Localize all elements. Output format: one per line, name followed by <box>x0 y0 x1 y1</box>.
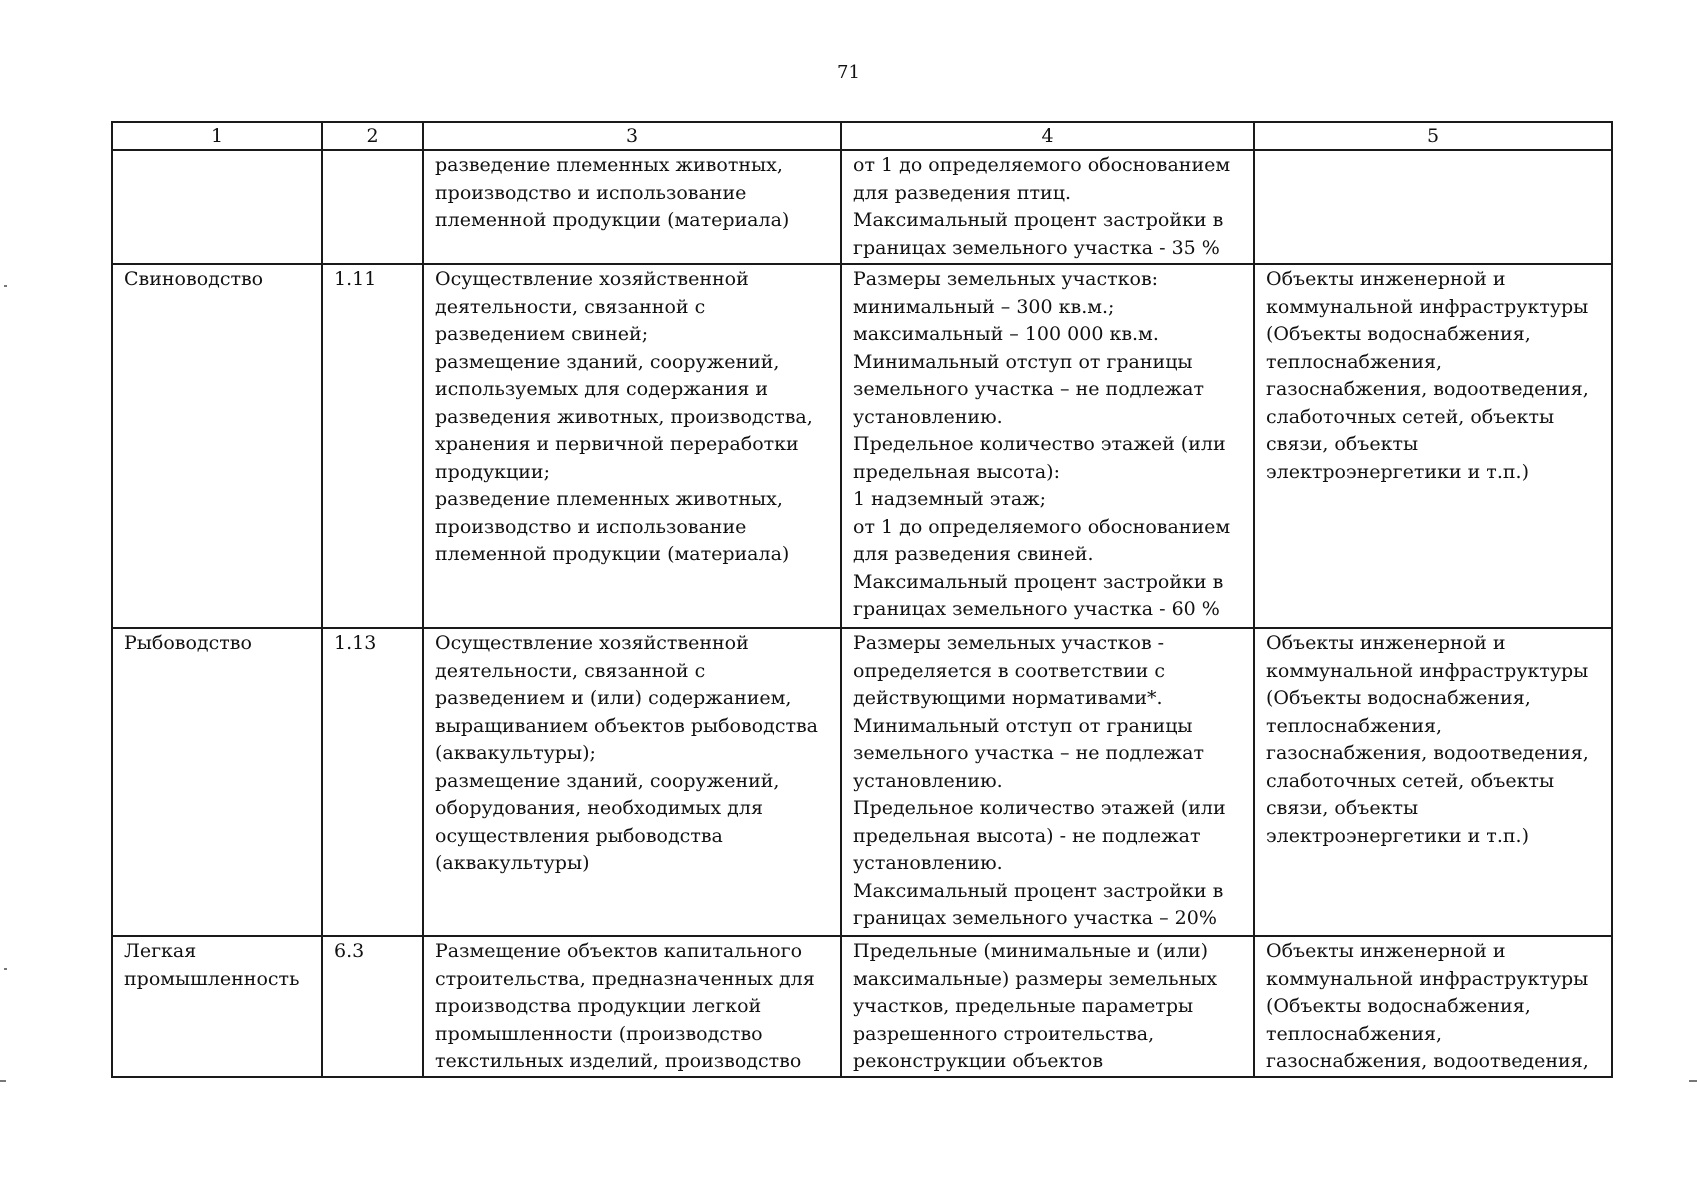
cell-code <box>322 628 423 936</box>
scan-mark <box>4 285 7 287</box>
table-row <box>112 936 1612 1077</box>
cell-line: Максимальный процент застройки в <box>853 209 1224 231</box>
cell-line: размещение зданий, сооружений, <box>435 350 780 373</box>
cell-line: продукции; <box>435 460 550 483</box>
cell-line: разведение племенных животных, <box>435 154 783 176</box>
cell-line: предельная высота) - не подлежат <box>853 824 1201 847</box>
cell-line: слаботочных сетей, объекты <box>1266 769 1555 792</box>
cell-line: Легкая <box>124 940 197 962</box>
cell-line: газоснабжения, водоотведения, <box>1266 742 1589 764</box>
cell-code <box>322 264 423 628</box>
cell-line: установлению. <box>853 852 1003 874</box>
cell-line: электроэнергетики и т.п.) <box>1266 824 1529 847</box>
cell-line: участков, предельные параметры <box>853 995 1194 1017</box>
cell-line: газоснабжения, водоотведения, <box>1266 1050 1589 1072</box>
cell-line: Минимальный отступ от границы <box>853 350 1193 373</box>
cell-parameters <box>841 150 1254 264</box>
cell-line: 1.13 <box>334 632 377 654</box>
cell-line: используемых для содержания и <box>435 378 769 400</box>
header-row <box>112 122 1612 150</box>
cell-line: племенной продукции (материала) <box>435 209 790 231</box>
column-header: 4 <box>841 122 1254 150</box>
cell-line: границах земельного участка - 60 % <box>853 598 1220 620</box>
cell-line: размещение зданий, сооружений, <box>435 769 780 792</box>
cell-code <box>322 150 423 264</box>
cell-line: 6.3 <box>334 940 365 962</box>
cell-line: установлению. <box>853 405 1003 428</box>
cell-line: теплоснабжения, <box>1266 350 1443 373</box>
cell-infrastructure <box>1254 150 1612 264</box>
cell-line: минимальный – 300 кв.м.; <box>853 295 1115 318</box>
cell-line: производство и использование <box>435 181 747 204</box>
cell-description <box>423 936 841 1077</box>
cell-line: выращиванием объектов рыбоводства <box>435 714 818 737</box>
cell-line: Размещение объектов капитального <box>435 940 803 962</box>
cell-line: промышленность <box>124 967 300 990</box>
cell-line: Размеры земельных участков: <box>853 268 1159 290</box>
column-header: 5 <box>1254 122 1612 150</box>
cell-line: (Объекты водоснабжения, <box>1266 995 1531 1017</box>
cell-line: Осуществление хозяйственной <box>435 268 749 290</box>
cell-line: теплоснабжения, <box>1266 1022 1443 1045</box>
cell-line: (аквакультуры); <box>435 742 596 764</box>
cell-line: деятельности, связанной с <box>435 659 706 682</box>
cell-infrastructure <box>1254 264 1612 628</box>
cell-line: связи, объекты <box>1266 433 1419 455</box>
cell-line: коммунальной инфраструктуры <box>1266 967 1589 990</box>
cell-description <box>423 264 841 628</box>
scan-mark <box>1689 1080 1697 1082</box>
table-header <box>112 122 1612 150</box>
column-header: 1 <box>112 122 322 150</box>
cell-line: установлению. <box>853 769 1003 792</box>
table-body <box>112 150 1612 1077</box>
scan-mark <box>0 1080 6 1082</box>
cell-parameters <box>841 264 1254 628</box>
cell-description <box>423 628 841 936</box>
cell-land-use-name <box>112 936 322 1077</box>
cell-line: промышленности (производство <box>435 1022 763 1045</box>
cell-line: Предельное количество этажей (или <box>853 797 1226 819</box>
cell-line: определяется в соответствии с <box>853 659 1166 682</box>
cell-line: (Объекты водоснабжения, <box>1266 323 1531 345</box>
cell-line: электроэнергетики и т.п.) <box>1266 460 1529 483</box>
cell-parameters <box>841 936 1254 1077</box>
cell-line: разведения животных, производства, <box>435 405 813 428</box>
table-row <box>112 150 1612 264</box>
cell-line: Свиноводство <box>124 268 264 290</box>
cell-line: Максимальный процент застройки в <box>853 570 1224 593</box>
cell-land-use-name <box>112 150 322 264</box>
cell-line: реконструкции объектов <box>853 1050 1104 1072</box>
cell-land-use-name <box>112 264 322 628</box>
column-header: 3 <box>423 122 841 150</box>
cell-line: газоснабжения, водоотведения, <box>1266 378 1589 400</box>
cell-land-use-name <box>112 628 322 936</box>
cell-line: для разведения свиней. <box>853 543 1094 565</box>
cell-line: максимальный – 100 000 кв.м. <box>853 323 1159 345</box>
cell-line: деятельности, связанной с <box>435 295 706 318</box>
cell-line: действующими нормативами*. <box>853 687 1163 709</box>
cell-line: коммунальной инфраструктуры <box>1266 295 1589 318</box>
cell-line: текстильных изделий, производство <box>435 1050 802 1072</box>
scan-mark <box>4 968 7 970</box>
cell-line: Осуществление хозяйственной <box>435 632 749 654</box>
cell-line: земельного участка – не подлежат <box>853 742 1204 764</box>
cell-line: для разведения птиц. <box>853 181 1071 204</box>
cell-line: Максимальный процент застройки в <box>853 879 1224 902</box>
cell-line: границах земельного участка - 35 % <box>853 236 1220 259</box>
table-row <box>112 628 1612 936</box>
cell-line: коммунальной инфраструктуры <box>1266 659 1589 682</box>
cell-infrastructure <box>1254 628 1612 936</box>
cell-description <box>423 150 841 264</box>
cell-line: Объекты инженерной и <box>1266 940 1506 962</box>
cell-line: Объекты инженерной и <box>1266 268 1506 290</box>
cell-line: Рыбоводство <box>124 632 252 654</box>
cell-line: производство и использование <box>435 515 747 538</box>
cell-line: разрешенного строительства, <box>853 1022 1155 1045</box>
cell-line: Минимальный отступ от границы <box>853 714 1193 737</box>
table-row <box>112 264 1612 628</box>
cell-code <box>322 936 423 1077</box>
cell-line: производства продукции легкой <box>435 995 762 1017</box>
cell-line: от 1 до определяемого обоснованием <box>853 515 1231 538</box>
page-number: 71 <box>837 62 860 83</box>
cell-line: слаботочных сетей, объекты <box>1266 405 1555 428</box>
cell-line: границах земельного участка – 20% <box>853 907 1217 929</box>
cell-line: 1.11 <box>334 268 377 290</box>
cell-parameters <box>841 628 1254 936</box>
cell-line: предельная высота): <box>853 460 1060 483</box>
cell-infrastructure <box>1254 936 1612 1077</box>
cell-line: Предельные (минимальные и (или) <box>853 940 1209 962</box>
cell-line: Объекты инженерной и <box>1266 632 1506 654</box>
cell-line: разведением и (или) содержанием, <box>435 687 792 709</box>
column-header: 2 <box>322 122 423 150</box>
cell-line: (Объекты водоснабжения, <box>1266 687 1531 709</box>
cell-line: разведением свиней; <box>435 323 649 345</box>
land-use-table <box>111 121 1613 1078</box>
cell-line: связи, объекты <box>1266 797 1419 819</box>
cell-line: 1 надземный этаж; <box>853 488 1047 510</box>
cell-line: разведение племенных животных, <box>435 488 783 510</box>
cell-line: земельного участка – не подлежат <box>853 378 1204 400</box>
cell-line: Предельное количество этажей (или <box>853 433 1226 455</box>
cell-line: хранения и первичной переработки <box>435 433 799 455</box>
cell-line: от 1 до определяемого обоснованием <box>853 154 1231 176</box>
cell-line: (аквакультуры) <box>435 852 590 874</box>
cell-line: племенной продукции (материала) <box>435 543 790 565</box>
cell-line: теплоснабжения, <box>1266 714 1443 737</box>
cell-line: оборудования, необходимых для <box>435 797 763 819</box>
cell-line: осуществления рыбоводства <box>435 824 723 847</box>
cell-line: Размеры земельных участков - <box>853 632 1165 654</box>
cell-line: максимальные) размеры земельных <box>853 967 1218 990</box>
cell-line: строительства, предназначенных для <box>435 967 815 990</box>
